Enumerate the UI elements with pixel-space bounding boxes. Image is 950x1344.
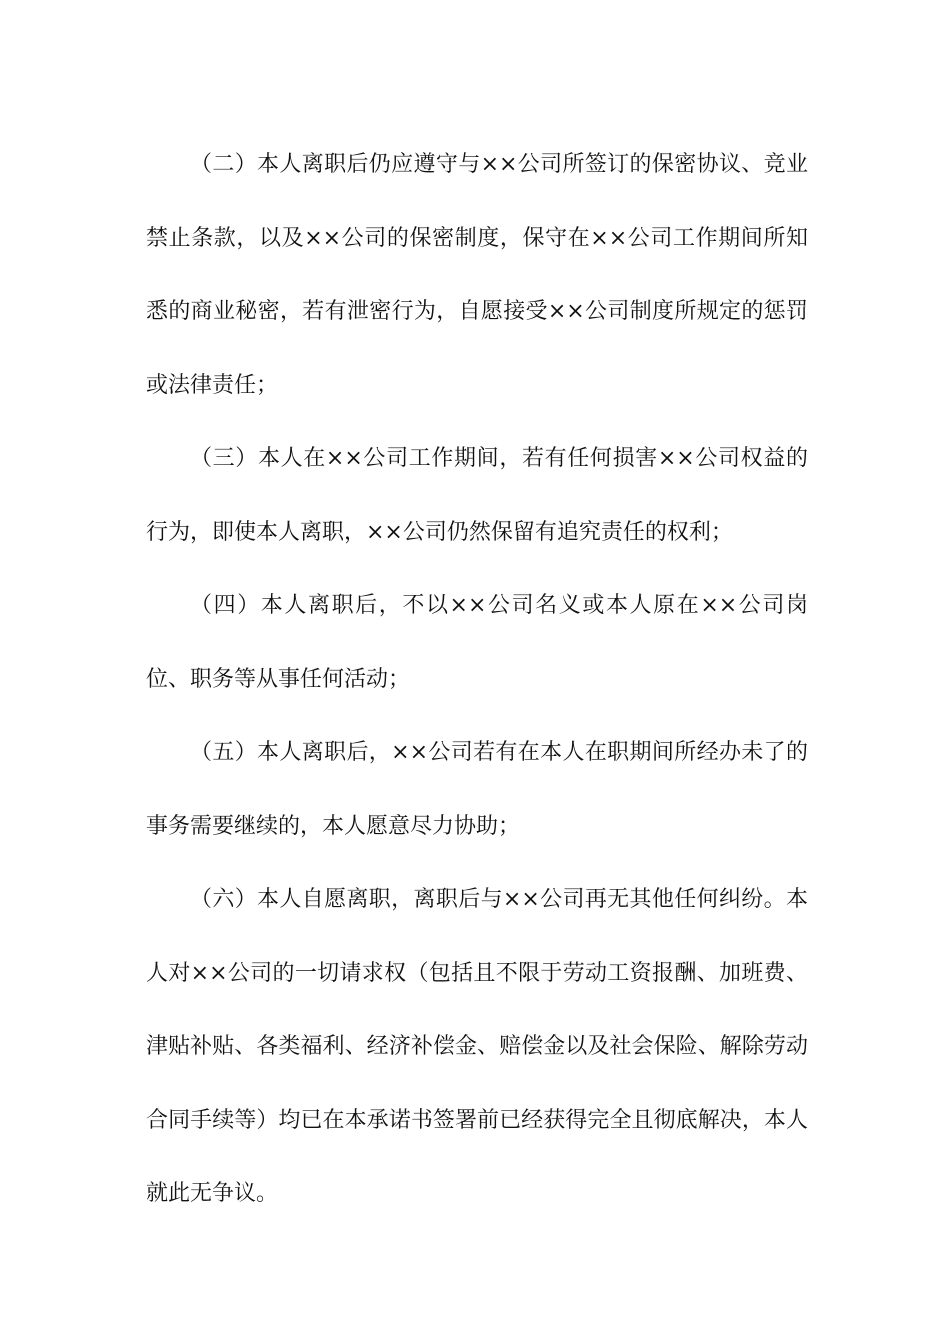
clause-2: （二）本人离职后仍应遵守与××公司所签订的保密协议、竞业禁止条款，以及××公司的保密制度，保守在××公司工作期间所知悉的商业秘密，若有泄密行为，自愿接受××公司制度所规定的惩罚或法律责任；: [146, 152, 808, 398]
clause-6: （六）本人自愿离职，离职后与××公司再无其他任何纠纷。本人对××公司的一切请求权（包括且不限于劳动工资报酬、加班费、津贴补贴、各类福利、经济补偿金、赔偿金以及社会保险、解除劳动合同手续等）均已在本承诺书签署前已经获得完全且彻底解决，本人就此无争议。: [146, 887, 808, 1206]
clause-5: （五）本人离职后，××公司若有在本人在职期间所经办未了的事务需要继续的，本人愿意尽力协助；: [146, 740, 808, 839]
document-body: [146, 128, 808, 1231]
clause-3: （三）本人在××公司工作期间，若有任何损害××公司权益的行为，即使本人离职，××公司仍然保留有追究责任的权利；: [146, 446, 808, 545]
clause-4: （四）本人离职后，不以××公司名义或本人原在××公司岗位、职务等从事任何活动；: [146, 593, 808, 692]
